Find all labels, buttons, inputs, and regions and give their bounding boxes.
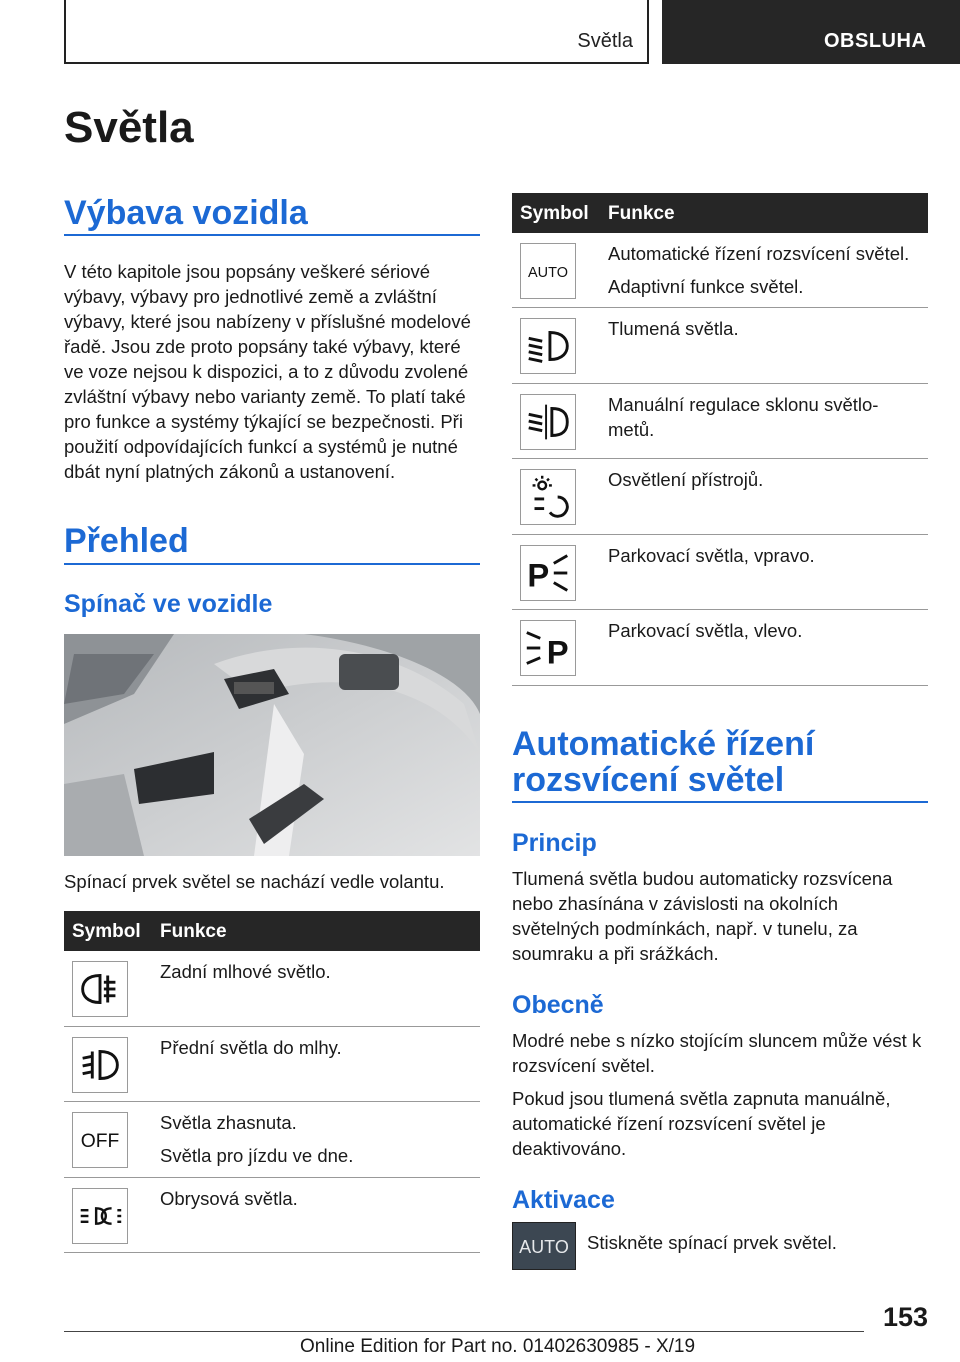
light-switch-photo — [64, 634, 480, 856]
table-row — [512, 384, 928, 459]
function-text: Obrysová světla. — [160, 1188, 298, 1209]
function-text: Automatické řízení rozsvícení světel. — [608, 243, 910, 264]
col-function-header: Funkce — [160, 921, 227, 942]
svg-text:OFF: OFF — [80, 1130, 120, 1152]
heading-auto-line2: rozsvícení světel — [512, 761, 785, 799]
subheading-obecne: Obecně — [512, 991, 604, 1019]
function-text: Osvětlení přístrojů. — [608, 469, 764, 490]
subheading-princip: Princip — [512, 829, 597, 857]
function-text: Světla zhasnuta. — [160, 1112, 297, 1133]
parking-light-left-icon — [520, 620, 576, 676]
footer-edition: Online Edition for Part no. 01402630985 - X/19 — [300, 1336, 696, 1357]
heading-rule — [512, 801, 928, 803]
footer-rule — [64, 1331, 864, 1332]
vybava-text: V této kapitole jsou popsány veškeré sériové výbavy, výbavy pro jednotlivé země a zvláštní výbavy, které jsou nabízeny v příslušné modelové řadě. Jsou zde proto popsány také výbavy, které ve voze nejsou k dispozici, a to z důvodu zvolené zvláštní výbavy nebo varianty země. To platí také pro funkce a systémy týkající se bezpečnosti. Při použití odpovídajících funkcí a systémů je nutné dbát nyní platných zákonů a ustanovení. — [64, 261, 471, 482]
instrument-lighting-icon — [520, 469, 576, 525]
function-text: Zadní mlhové světlo. — [160, 961, 331, 982]
table-row — [64, 1102, 480, 1178]
photo-caption: Spínací prvek světel se nachází vedle volantu. — [64, 871, 445, 892]
col-function-header: Funkce — [608, 203, 675, 224]
general-paragraph: Pokud jsou tlumená světla zapnuta manuálně, automatické řízení rozsvícení světel je deaktivováno. — [512, 1088, 891, 1159]
table-row — [512, 459, 928, 535]
page-number: 153 — [882, 1302, 928, 1332]
symbol-table-left — [64, 911, 480, 1253]
function-text: Adaptivní funkce světel. — [608, 276, 804, 297]
activation-text: Stiskněte spínací prvek světel. — [587, 1232, 837, 1253]
col-symbol-header: Symbol — [72, 921, 141, 942]
subheading-aktivace: Aktivace — [512, 1186, 615, 1214]
heading-prehled: Přehled — [64, 522, 189, 560]
table-row — [512, 308, 928, 384]
function-text: Parkovací světla, vpravo. — [608, 545, 815, 566]
parking-light-right-icon — [520, 545, 576, 601]
function-text: metů. — [608, 419, 655, 440]
rear-fog-light-icon — [72, 961, 128, 1017]
heading-vybava: Výbava vozidla — [64, 194, 308, 232]
function-text: Přední světla do mlhy. — [160, 1037, 342, 1058]
low-beam-icon — [520, 318, 576, 374]
function-text: Manuální regulace sklonu světlo- — [608, 394, 879, 415]
table-row — [512, 535, 928, 610]
svg-text:P: P — [527, 556, 550, 594]
svg-text:P: P — [546, 633, 569, 671]
table-header — [512, 193, 928, 233]
header-chapter-title: OBSLUHA — [824, 30, 927, 52]
heading-rule — [64, 563, 480, 565]
table-row — [512, 610, 928, 686]
table-row — [64, 951, 480, 1027]
table-row — [64, 1027, 480, 1102]
headlight-range-icon — [520, 394, 576, 450]
auto-button-icon — [512, 1222, 576, 1270]
general-text — [512, 1028, 928, 1169]
function-text: Tlumená světla. — [608, 318, 739, 339]
heading-auto-line1: Automatické řízení — [512, 725, 815, 763]
off-icon — [72, 1112, 128, 1168]
function-text: Světla pro jízdu ve dne. — [160, 1145, 354, 1166]
table-header — [64, 911, 480, 951]
page-title: Světla — [64, 103, 194, 152]
svg-text:AUTO: AUTO — [528, 264, 568, 281]
function-text: Parkovací světla, vlevo. — [608, 620, 803, 641]
front-fog-light-icon — [72, 1037, 128, 1093]
side-lights-icon — [72, 1188, 128, 1244]
subheading-spinac: Spínač ve vozidle — [64, 590, 273, 618]
general-paragraph: Modré nebe s nízko stojícím sluncem může vést k rozsvícení světel. — [512, 1030, 922, 1076]
auto-button-label: AUTO — [519, 1237, 569, 1257]
principle-text: Tlumená světla budou automaticky rozsvícena nebo zhasínána v závislosti na okolních světelných podmínkách, např. v tunelu, za soumraku a při srážkách. — [512, 868, 893, 964]
symbol-table-right — [512, 193, 928, 686]
heading-rule — [64, 234, 480, 236]
header-section-box — [64, 0, 649, 64]
table-row — [64, 1178, 480, 1253]
header-section-title: Světla — [577, 30, 633, 52]
auto-icon — [520, 243, 576, 299]
col-symbol-header: Symbol — [520, 203, 589, 224]
table-row — [512, 233, 928, 308]
